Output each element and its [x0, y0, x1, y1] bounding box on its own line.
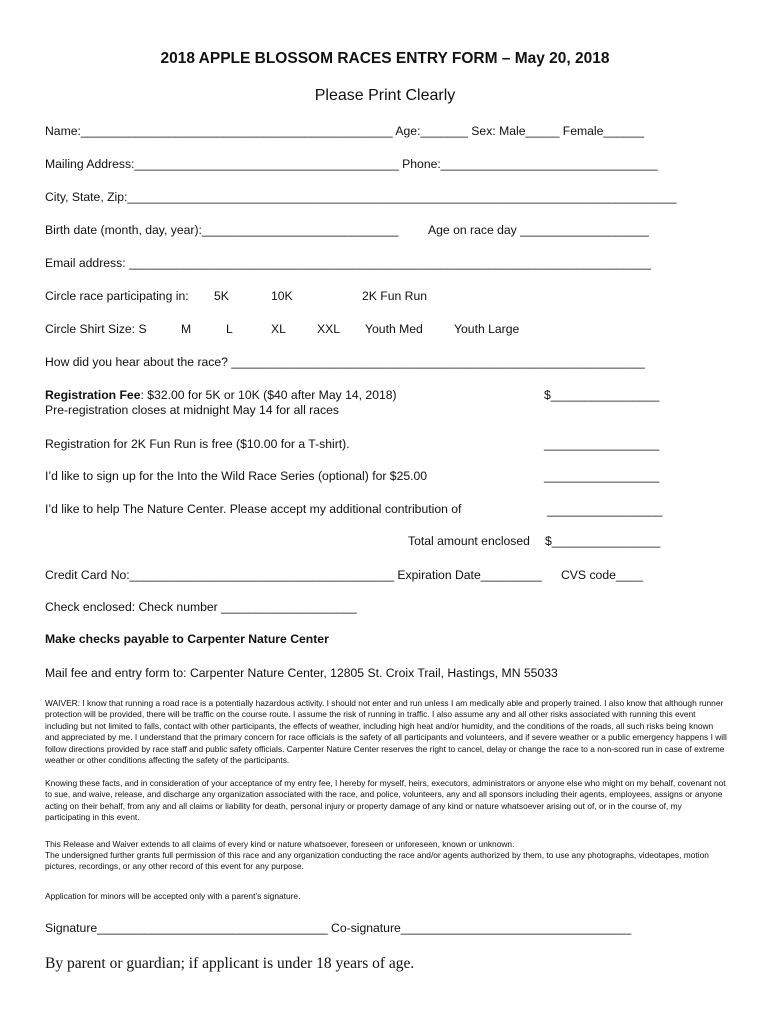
shirt-option-l[interactable]: L	[226, 322, 233, 336]
credit-card-line[interactable]: Credit Card No:_______________________________________ Expiration Date_________	[45, 568, 542, 582]
contribution-line: I’d like to help The Nature Center. Please accept my additional contribution of	[45, 502, 462, 516]
birth-date-line[interactable]: Birth date (month, day, year):_____________________________	[45, 223, 399, 237]
age-on-race-day-line[interactable]: Age on race day ___________________	[428, 223, 649, 237]
fun-run-blank[interactable]: _________________	[544, 437, 660, 451]
minors-note: Application for minors will be accepted only with a parent’s signature.	[45, 891, 301, 901]
race-option-5k[interactable]: 5K	[214, 289, 229, 303]
contribution-blank[interactable]: _________________	[547, 503, 663, 517]
form-title: 2018 APPLE BLOSSOM RACES ENTRY FORM – May 20, 2018	[160, 50, 610, 67]
waiver-text-2: Knowing these facts, and in consideration of your acceptance of my entry fee, I hereby for myself, heirs, executors, administrators or anyone else who might on my behalf, covenant not to sue, and waive, release, and discharge any organization associated with the race, and police, volunteers, any and all sponsors including their agents, employees, assigns or anyone acting on their behalf, from any and all claims or liability for death, personal injury or property damage of any kind or nature whatsoever arising out of, or in the course of, my participating in this event.	[45, 778, 726, 823]
registration-fee-text: : $32.00 for 5K or 10K ($40 after May 14, 2018)	[140, 388, 397, 402]
name-age-sex-line[interactable]: Name:______________________________________________ Age:_______ Sex: Male_____ Female______	[45, 124, 645, 138]
mailing-phone-line[interactable]: Mailing Address:_______________________________________ Phone:________________________________	[45, 157, 658, 171]
shirt-option-m[interactable]: M	[181, 322, 192, 336]
total-blank[interactable]: $________________	[545, 534, 661, 548]
shirt-option-youth-large[interactable]: Youth Large	[454, 322, 520, 336]
registration-fee	[45, 388, 397, 402]
form-subtitle: Please Print Clearly	[314, 87, 456, 104]
fun-run-line: Registration for 2K Fun Run is free ($10.00 for a T-shirt).	[45, 437, 350, 451]
guardian-note: By parent or guardian; if applicant is under 18 years of age.	[45, 955, 415, 972]
shirt-option-xl[interactable]: XL	[271, 322, 286, 336]
registration-fee-blank[interactable]: $________________	[544, 388, 660, 402]
cvs-code-line[interactable]: CVS code____	[561, 568, 643, 582]
registration-fee-label: Registration Fee	[45, 388, 141, 402]
shirt-option-youth-med[interactable]: Youth Med	[365, 322, 423, 336]
mail-to-note: Mail fee and entry form to: Carpenter Nature Center, 12805 St. Croix Trail, Hastings, MN 55033	[45, 666, 558, 680]
photo-permission-text: The undersigned further grants full permission of this race and any organization conducting the race and/or agents authorized by them, to use any photographs, videotapes, motion pictures, recordings, or any other record of this event for any purpose.	[45, 850, 709, 872]
signature-line[interactable]: Signature__________________________________ Co-signature__________________________________	[45, 921, 632, 935]
total-label: Total amount enclosed	[408, 534, 530, 548]
email-line[interactable]: Email address: _____________________________________________________________________________	[45, 256, 651, 270]
preregistration-closes: Pre-registration closes at midnight May 14 for all races	[45, 403, 339, 417]
waiver-text: WAIVER: I know that running a road race is a potentially hazardous activity. I should not enter and run unless I am medically able and properly trained. I also know that although runner protection will be provided, there will be traffic on the course route. I assume the risk of running in traffic. I also assume any and all other risks associated with running this event including but not limited to falls, contact with other participants, the effects of weather, including high heat and/or humidity, and the conditions of the roads, all such risks being known and appreciated by me. I understand that the primary concern for race officials is the safety of all participants and volunteers, and if severe weather or a public emergency happens I will follow directions provided by race staff and public safety officials. Carpenter Nature Center reserves the right to cancel, delay or change the race to a non-scored run in case of extreme weather or other conditions affecting the safety of the participants.	[45, 698, 727, 766]
city-state-zip-line[interactable]: City, State, Zip:_________________________________________________________________________________	[45, 190, 677, 204]
race-option-10k[interactable]: 10K	[271, 289, 293, 303]
race-label: Circle race participating in:	[45, 289, 189, 303]
release-text: This Release and Waiver extends to all claims of every kind or nature whatsoever, foreseen or unforeseen, known or unknown.	[45, 839, 515, 849]
hear-about-line[interactable]: How did you hear about the race? _____________________________________________________________	[45, 355, 645, 369]
shirt-size-label[interactable]: Circle Shirt Size: S	[45, 322, 147, 336]
check-number-line[interactable]: Check enclosed: Check number ____________________	[45, 600, 357, 614]
race-option-2k-fun-run[interactable]: 2K Fun Run	[362, 289, 428, 303]
race-series-blank[interactable]: _________________	[544, 469, 660, 483]
race-series-line: I’d like to sign up for the Into the Wild Race Series (optional) for $25.00	[45, 469, 428, 483]
payable-note: Make checks payable to Carpenter Nature Center	[45, 632, 329, 646]
shirt-option-xxl[interactable]: XXL	[317, 322, 341, 336]
